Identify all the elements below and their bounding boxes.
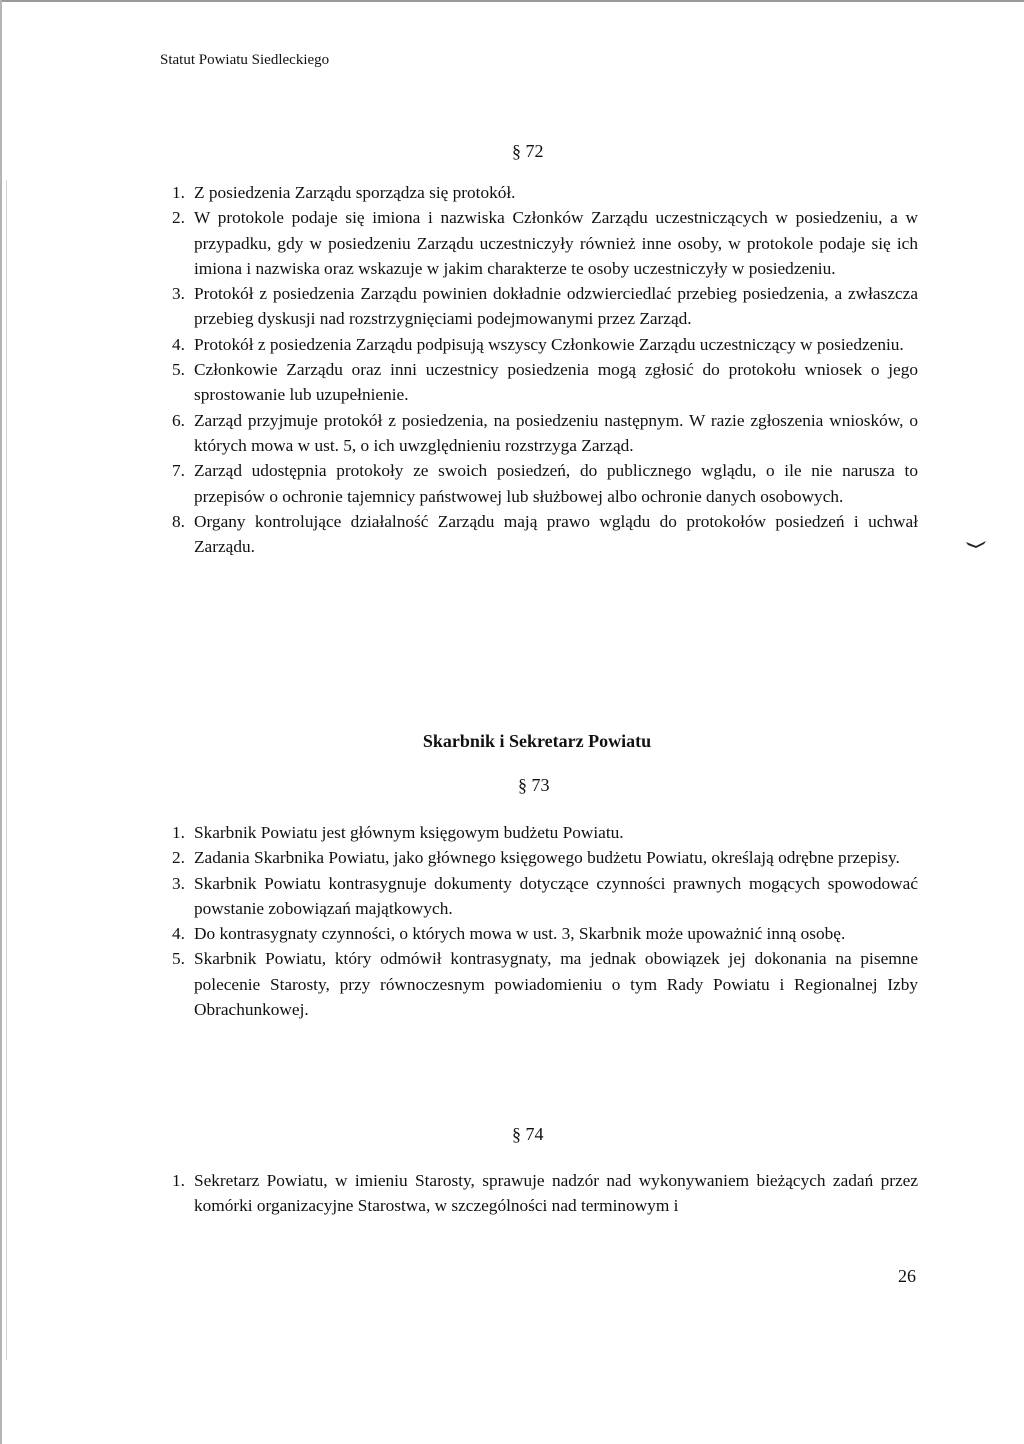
section-72-mark: § 72: [512, 141, 544, 161]
section-74-mark: § 74: [512, 1124, 544, 1144]
list-item: [160, 820, 918, 845]
page-number: 26: [898, 1266, 916, 1286]
scan-edge-left: [0, 0, 2, 1444]
item-number: 4.: [172, 334, 185, 354]
scan-edge-top: [0, 0, 1024, 2]
item-text: Zarząd przyjmuje protokół z posiedzenia, na posiedzeniu następnym. W razie zgłoszenia wniosków, o których mowa w ust. 5, o ich uwzględnieniu rozstrzyga Zarząd.: [194, 410, 918, 455]
section-73-list: [160, 820, 918, 1022]
item-number: 1.: [172, 1171, 185, 1190]
list-item: [160, 332, 918, 357]
item-text: Skarbnik Powiatu kontrasygnuje dokumenty dotyczące czynności prawnych mogących spowodować powstanie zobowiązań majątkowych.: [194, 873, 918, 918]
section-73-mark: § 73: [518, 775, 550, 795]
item-text: Protokół z posiedzenia Zarządu powinien dokładnie odzwierciedlać przebieg posiedzenia, a zwłaszcza przebieg dyskusji nad rozstrzygnięciami podejmowanymi przez Zarząd.: [194, 284, 918, 329]
item-text: Sekretarz Powiatu, w imieniu Starosty, sprawuje nadzór nad wykonywaniem bieżących zadań przez komórki organizacyjne Starostwa, w szczególności nad terminowym i: [194, 1171, 918, 1216]
item-text: Członkowie Zarządu oraz inni uczestnicy posiedzenia mogą zgłosić do protokołu wniosek o jego sprostowanie lub uzupełnienie.: [194, 360, 918, 405]
item-text: Zarząd udostępnia protokoły ze swoich posiedzeń, do publicznego wglądu, o ile nie narusza to przepisów o ochronie tajemnicy państwowej lub służbowej albo ochronie danych osobowych.: [194, 461, 918, 506]
list-item: [160, 946, 918, 1022]
item-number: 3.: [172, 284, 185, 304]
item-number: 7.: [172, 461, 185, 481]
running-header: Statut Powiatu Siedleckiego: [160, 52, 330, 68]
list-item: [160, 281, 918, 332]
item-number: 8.: [172, 511, 185, 531]
list-item: [160, 357, 918, 408]
item-text: Organy kontrolujące działalność Zarządu mają prawo wglądu do protokołów posiedzeń i uchwał Zarządu.: [194, 511, 918, 557]
section-72-list: [160, 180, 918, 559]
section-74-list: [160, 1168, 918, 1219]
list-item: [160, 1168, 918, 1219]
item-number: 5.: [172, 360, 185, 380]
item-text: Zadania Skarbnika Powiatu, jako głównego księgowego budżetu Powiatu, określają odrębne przepisy.: [194, 848, 900, 868]
item-text: Skarbnik Powiatu jest głównym księgowym budżetu Powiatu.: [194, 823, 624, 842]
item-text: Z posiedzenia Zarządu sporządza się protokół.: [194, 183, 516, 202]
item-number: 3.: [172, 873, 185, 893]
item-number: 1.: [172, 823, 185, 842]
scan-edge-line: [6, 180, 7, 1360]
item-text: Do kontrasygnaty czynności, o których mowa w ust. 3, Skarbnik może upoważnić inną osobę.: [194, 924, 846, 944]
item-number: 1.: [172, 183, 185, 202]
scan-artifact-mark: [966, 540, 986, 548]
item-number: 6.: [172, 410, 185, 430]
list-item: [160, 205, 918, 281]
list-item: [160, 509, 918, 560]
list-item: [160, 180, 918, 205]
list-item: [160, 458, 918, 509]
item-number: 4.: [172, 924, 185, 944]
list-item: [160, 871, 918, 922]
item-number: 2.: [172, 848, 185, 868]
item-text: Protokół z posiedzenia Zarządu podpisują wszyscy Członkowie Zarządu uczestniczący w posiedzeniu.: [194, 334, 904, 354]
item-number: 2.: [172, 208, 185, 228]
chapter-heading: Skarbnik i Sekretarz Powiatu: [422, 731, 652, 751]
item-text: W protokole podaje się imiona i nazwiska Członków Zarządu uczestniczących w posiedzeniu, a w przypadku, gdy w posiedzeniu Zarządu uczestniczyły również inne osoby, w protokole podaje się ich imiona i nazwiska oraz wskazuje w jakim charakterze te osoby uczestniczyły w posiedzeniu.: [194, 208, 918, 278]
list-item: [160, 921, 918, 946]
list-item: [160, 845, 918, 870]
list-item: [160, 408, 918, 459]
item-text: Skarbnik Powiatu, który odmówił kontrasygnaty, ma jednak obowiązek jej dokonania na pisemne polecenie Starosty, przy równoczesnym powiadomieniu o tym Rady Powiatu i Regionalnej Izby Obrachunkowej.: [194, 949, 918, 1020]
item-number: 5.: [172, 949, 185, 969]
